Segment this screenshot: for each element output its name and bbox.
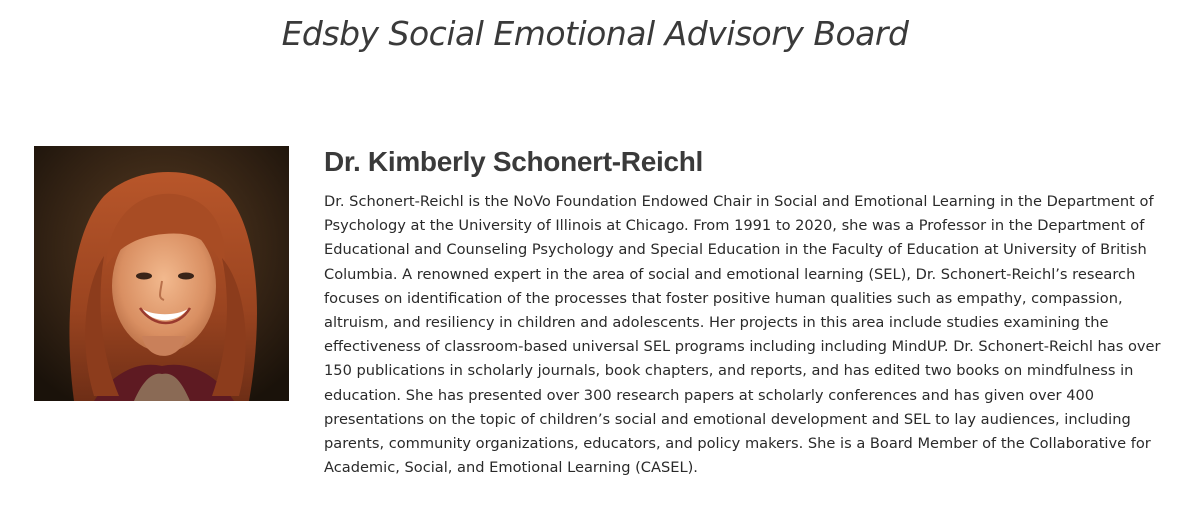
member-bio-text: Dr. Schonert-Reichl is the NoVo Foundation Endowed Chair in Social and Emotional Learning in the Department of Psychology at the University of Illinois at Chicago. From 1991 to 2020, she was a Professor in the Department of Educational and Counseling Psychology and Special Education in the Faculty of Education at University of British Columbia. A renowned expert in the area of social and emotional learning (SEL), Dr. Schonert-Reichl’s research focuses on identification of the processes that foster positive human qualities such as empathy, compassion, altruism, and resiliency in children and adolescents. Her projects in this area include studies examining the effectiveness of classroom-based universal SEL programs including including MindUP. Dr. Schonert-Reichl has over 150 publications in scholarly journals, book chapters, and reports, and has edited two books on mindfulness in education. She has presented over 300 research papers at scholarly conferences and has given over 400 presentations on the topic of children’s social and emotional development and SEL to lay audiences, including parents, community organizations, educators, and policy makers. She is a Board Member of the Collaborative for Academic, Social, and Emotional Learning (CASEL). (324, 193, 1161, 477)
member-portrait (34, 146, 289, 401)
member-name: Dr. Kimberly Schonert-Reichl (324, 146, 704, 177)
page-title: Edsby Social Emotional Advisory Board (281, 14, 909, 53)
member-bio-section (324, 142, 1169, 480)
